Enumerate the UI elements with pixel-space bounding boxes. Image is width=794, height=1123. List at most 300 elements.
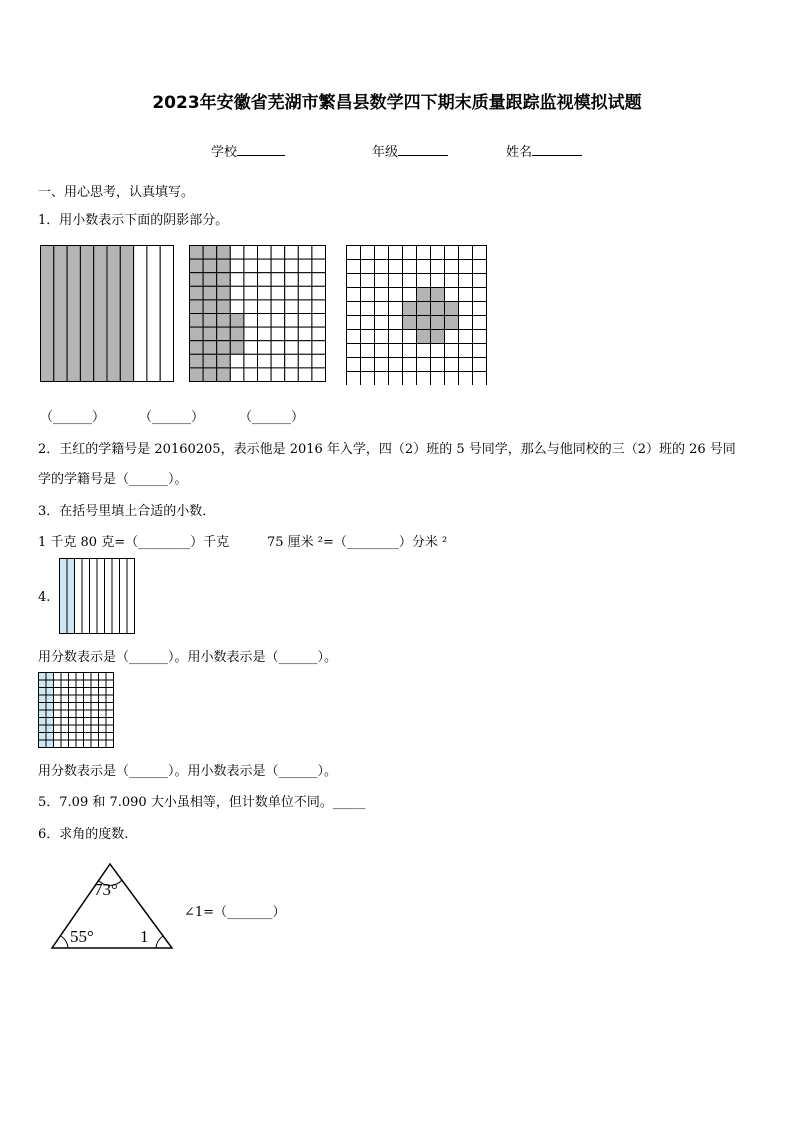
grid-cell	[347, 330, 361, 344]
grid-cell	[271, 354, 285, 368]
grid-cell	[312, 273, 326, 287]
grid-cell	[46, 695, 54, 703]
grid-cell	[54, 680, 62, 688]
grid-cell	[285, 246, 299, 260]
grid-cell	[244, 259, 258, 273]
strip	[94, 246, 107, 382]
grid-cell	[271, 341, 285, 355]
grid-cell	[106, 718, 114, 726]
page-title: 2023年安徽省芜湖市繁昌县数学四下期末质量跟踪监视模拟试题	[152, 93, 642, 113]
school-blank[interactable]	[237, 143, 285, 156]
grid-cell	[244, 286, 258, 300]
grid-cell	[375, 288, 389, 302]
grid-cell	[417, 358, 431, 372]
grid-cell	[91, 688, 99, 696]
school-label: 学校	[211, 145, 238, 160]
grid-cell	[347, 246, 361, 260]
grid-cell	[347, 288, 361, 302]
grid-cell	[298, 314, 312, 328]
angle-left-label: 55°	[70, 927, 94, 946]
grid-cell	[244, 314, 258, 328]
grid-cell	[445, 274, 459, 288]
grid-cell	[46, 740, 54, 748]
grid-cell	[99, 680, 107, 688]
grid-cell	[54, 725, 62, 733]
grid-cell	[54, 740, 62, 748]
grid-cell	[258, 300, 272, 314]
question-6: 6．求角的度数.	[38, 827, 129, 842]
grid-cell	[69, 710, 77, 718]
grid-cell	[69, 733, 77, 741]
grid-cell	[312, 246, 326, 260]
strip	[75, 559, 83, 634]
grid-cell	[417, 316, 431, 330]
grid-cell	[203, 314, 217, 328]
grid-cell	[445, 358, 459, 372]
grid-cell	[217, 259, 231, 273]
question-3-part1: 1 千克 80 克=（________）千克	[38, 535, 230, 550]
strip	[82, 559, 90, 634]
grid-cell	[361, 288, 375, 302]
grid-cell	[190, 341, 204, 355]
grid-cell	[258, 273, 272, 287]
strip	[97, 559, 105, 634]
grid-cell	[459, 344, 473, 358]
grid-cell	[271, 368, 285, 382]
grid-cell	[190, 368, 204, 382]
name-label: 姓名	[506, 145, 533, 160]
grid-cell	[76, 725, 84, 733]
grid-cell	[99, 725, 107, 733]
grid-cell	[271, 286, 285, 300]
grid-cell	[403, 316, 417, 330]
grid-cell	[230, 368, 244, 382]
grid-cell	[54, 703, 62, 711]
grid-cell	[217, 246, 231, 260]
grid-cell	[431, 316, 445, 330]
grid-cell	[190, 259, 204, 273]
grid-cell	[190, 273, 204, 287]
grid-cell	[271, 259, 285, 273]
grid-cell	[76, 733, 84, 741]
grid-cell	[46, 673, 54, 681]
grid-cell	[258, 354, 272, 368]
grid-cell	[84, 688, 92, 696]
grid-cell	[361, 316, 375, 330]
grid-cell	[347, 302, 361, 316]
grid-cell	[84, 725, 92, 733]
grid-cell	[347, 372, 361, 386]
grid-cell	[389, 344, 403, 358]
grid-cell	[91, 733, 99, 741]
grid-cell	[39, 725, 47, 733]
grid-cell	[244, 300, 258, 314]
grid-cell	[54, 718, 62, 726]
grid-cell	[76, 680, 84, 688]
grid-cell	[217, 368, 231, 382]
grid-cell	[106, 740, 114, 748]
grid-cell	[403, 344, 417, 358]
grid-cell	[445, 316, 459, 330]
grid-cell	[347, 344, 361, 358]
grid-cell	[258, 246, 272, 260]
grid-cell	[190, 246, 204, 260]
grid-cell	[403, 372, 417, 386]
grid-cell	[389, 260, 403, 274]
grid-cell	[298, 246, 312, 260]
grid-cell	[69, 673, 77, 681]
question-4-line2: 用分数表示是（______）。用小数表示是（______）。	[38, 764, 338, 779]
grid-cell	[99, 695, 107, 703]
grid-cell	[285, 300, 299, 314]
grid-cell	[106, 703, 114, 711]
grid-cell	[312, 300, 326, 314]
grid-cell	[99, 703, 107, 711]
grid-cell	[91, 710, 99, 718]
section-heading: 一、用心思考，认真填写。	[38, 185, 195, 200]
grid-cell	[375, 274, 389, 288]
grid-cell	[76, 703, 84, 711]
grid-cell	[39, 718, 47, 726]
grid-cell	[230, 259, 244, 273]
question-5: 5．7.09 和 7.090 大小虽相等，但计数单位不同。_____	[38, 795, 366, 810]
grid-cell	[76, 695, 84, 703]
grid-cell	[84, 733, 92, 741]
strip	[120, 246, 133, 382]
grid-cell	[361, 358, 375, 372]
grid-cell	[76, 718, 84, 726]
grid-cell	[347, 316, 361, 330]
grid-cell	[91, 740, 99, 748]
grid-cell	[106, 733, 114, 741]
grid-cell	[230, 354, 244, 368]
grid-cell	[190, 300, 204, 314]
grid-cell	[431, 358, 445, 372]
grid-cell	[389, 288, 403, 302]
grid-cell	[473, 358, 487, 372]
grid-cell	[39, 673, 47, 681]
grid-cell	[417, 260, 431, 274]
strip	[107, 246, 120, 382]
grid-cell	[69, 688, 77, 696]
grid-cell	[459, 302, 473, 316]
grid-cell	[389, 274, 403, 288]
grid-cell	[61, 703, 69, 711]
grid-cell	[91, 725, 99, 733]
strip	[54, 246, 67, 382]
grid-cell	[298, 286, 312, 300]
grid-cell	[106, 688, 114, 696]
grid-cell	[459, 316, 473, 330]
grid-cell	[258, 368, 272, 382]
grid-cell	[61, 688, 69, 696]
grid-cell	[271, 327, 285, 341]
grid-cell	[417, 288, 431, 302]
grid-cell	[312, 354, 326, 368]
left-angle-arc	[61, 936, 68, 948]
name-blank[interactable]	[532, 143, 582, 156]
grid-cell	[473, 302, 487, 316]
grid-cell	[473, 372, 487, 386]
question-3: 3．在括号里填上合适的小数．	[38, 504, 216, 519]
grid-cell	[361, 260, 375, 274]
grid-cell	[389, 246, 403, 260]
grid-cell	[403, 302, 417, 316]
grid-cell	[84, 695, 92, 703]
grid-cell	[84, 673, 92, 681]
grid-cell	[99, 718, 107, 726]
grid-cell	[84, 680, 92, 688]
grid-cell	[361, 246, 375, 260]
grid-cell	[217, 341, 231, 355]
grid-cell	[347, 260, 361, 274]
grid-cell	[473, 246, 487, 260]
grid-cell	[203, 368, 217, 382]
grid-cell	[76, 688, 84, 696]
grid-cell	[69, 703, 77, 711]
question-4-number: 4.	[38, 590, 51, 605]
grid-cell	[61, 725, 69, 733]
grid-cell	[445, 372, 459, 386]
grid-cell	[99, 710, 107, 718]
grid-cell	[403, 260, 417, 274]
grid-cell	[312, 341, 326, 355]
grid-cell	[244, 273, 258, 287]
grid-cell	[298, 354, 312, 368]
grid-cell	[61, 710, 69, 718]
grid-cell	[46, 680, 54, 688]
grid-cell	[230, 300, 244, 314]
grid-cell	[46, 703, 54, 711]
grid-cell	[69, 680, 77, 688]
grid-cell	[61, 733, 69, 741]
grid-cell	[39, 710, 47, 718]
grid-cell	[271, 273, 285, 287]
grid-cell	[230, 246, 244, 260]
answer-1a[interactable]: （______）	[40, 410, 106, 425]
grid-cell	[431, 302, 445, 316]
grid-cell	[459, 246, 473, 260]
question-2-line2: 学的学籍号是（______）。	[38, 472, 188, 487]
grade-blank[interactable]	[398, 143, 448, 156]
grid-cell	[445, 288, 459, 302]
grid-cell	[473, 330, 487, 344]
strip	[80, 246, 93, 382]
grid-cell	[431, 344, 445, 358]
grid-cell	[473, 260, 487, 274]
strip	[105, 559, 113, 634]
grid-cell	[190, 286, 204, 300]
grid-cell	[403, 330, 417, 344]
grid-cell	[84, 718, 92, 726]
grid-cell	[417, 274, 431, 288]
grid-cell	[361, 330, 375, 344]
grid-cell	[84, 740, 92, 748]
grid-cell	[285, 286, 299, 300]
grid-cell	[271, 300, 285, 314]
grid-cell	[473, 344, 487, 358]
strip	[112, 559, 120, 634]
grid-cell	[389, 372, 403, 386]
grid-cell	[217, 354, 231, 368]
grid-cell	[445, 260, 459, 274]
grid-cell	[91, 703, 99, 711]
grid-cell	[361, 302, 375, 316]
grid-cell	[375, 344, 389, 358]
strip	[60, 559, 68, 634]
grid-cell	[389, 316, 403, 330]
question-6-answer[interactable]: ∠1=（_______）	[184, 905, 286, 920]
strip	[90, 559, 98, 634]
grid-cell	[106, 680, 114, 688]
grid-cell	[258, 259, 272, 273]
grid-cell	[445, 344, 459, 358]
triangle-figure	[42, 858, 182, 958]
grid-cell	[244, 354, 258, 368]
grid-cell	[244, 327, 258, 341]
grid-cell	[46, 725, 54, 733]
grid-cell	[473, 274, 487, 288]
name-field	[506, 141, 582, 160]
answer-1b[interactable]: （______）	[139, 410, 205, 425]
grid-cell	[39, 740, 47, 748]
grid-cell	[203, 300, 217, 314]
grid-cell	[417, 372, 431, 386]
grid-cell	[258, 341, 272, 355]
grid-cell	[91, 680, 99, 688]
grid-cell	[230, 341, 244, 355]
grid-cell	[76, 673, 84, 681]
grid-cell	[431, 260, 445, 274]
grid-cell	[190, 314, 204, 328]
grid-cell	[190, 354, 204, 368]
grid-cell	[106, 695, 114, 703]
grid-cell	[298, 341, 312, 355]
grid-cell	[298, 368, 312, 382]
grid-cell	[54, 733, 62, 741]
grid-cell	[375, 372, 389, 386]
grid-cell	[217, 286, 231, 300]
grid-cell	[473, 288, 487, 302]
grid-cell	[459, 274, 473, 288]
grid-cell	[258, 314, 272, 328]
strip	[127, 559, 135, 634]
grid-cell	[285, 354, 299, 368]
grid-cell	[91, 718, 99, 726]
grid-cell	[375, 330, 389, 344]
grid-cell	[285, 314, 299, 328]
grid-cell	[459, 260, 473, 274]
grid-cell	[203, 354, 217, 368]
grid-cell	[312, 368, 326, 382]
grid-cell	[312, 327, 326, 341]
grid-cell	[54, 710, 62, 718]
grid-cell	[217, 273, 231, 287]
strip	[120, 559, 128, 634]
grid-cell	[46, 688, 54, 696]
grid-cell	[389, 330, 403, 344]
grid-cell	[285, 368, 299, 382]
grid-cell	[375, 358, 389, 372]
grid-figure-3	[346, 245, 487, 385]
grid-cell	[347, 358, 361, 372]
grid-cell	[361, 372, 375, 386]
grid-cell	[217, 314, 231, 328]
school-field	[211, 141, 285, 160]
right-angle-arc	[156, 936, 163, 948]
strip	[134, 246, 147, 382]
grid-figure-2	[189, 245, 326, 382]
grid-cell	[445, 246, 459, 260]
grid-cell	[230, 327, 244, 341]
grid-cell	[375, 246, 389, 260]
grid-cell	[375, 260, 389, 274]
grid-cell	[258, 286, 272, 300]
grid-cell	[99, 673, 107, 681]
angle-top-label: 73°	[94, 880, 118, 899]
grid-cell	[298, 300, 312, 314]
grid-cell	[46, 718, 54, 726]
grid-cell	[61, 740, 69, 748]
grid-cell	[61, 718, 69, 726]
grid-cell	[375, 316, 389, 330]
grid-cell	[271, 246, 285, 260]
grid-cell	[459, 330, 473, 344]
grid-cell	[431, 246, 445, 260]
grid-cell	[69, 718, 77, 726]
grid-cell	[417, 330, 431, 344]
grid-cell	[244, 246, 258, 260]
grid-cell	[106, 710, 114, 718]
grid-cell	[431, 288, 445, 302]
grid-cell	[312, 286, 326, 300]
grid-cell	[473, 316, 487, 330]
grid-cell	[403, 274, 417, 288]
grid-cell	[76, 710, 84, 718]
grid-cell	[61, 673, 69, 681]
grid-cell	[99, 733, 107, 741]
grid-cell	[203, 246, 217, 260]
grid-cell	[69, 695, 77, 703]
grade-field	[372, 141, 448, 160]
grid-cell	[39, 733, 47, 741]
grid-cell	[69, 725, 77, 733]
answer-1c[interactable]: （______）	[239, 410, 305, 425]
grid-cell	[84, 710, 92, 718]
grid-cell	[312, 314, 326, 328]
grid-cell	[285, 273, 299, 287]
grid-cell	[417, 302, 431, 316]
grid-cell	[39, 680, 47, 688]
grid-cell	[403, 288, 417, 302]
grid-cell	[217, 327, 231, 341]
grid-cell	[431, 274, 445, 288]
grid-cell	[46, 710, 54, 718]
grid-cell	[203, 341, 217, 355]
grid-cell	[230, 273, 244, 287]
grid-cell	[347, 274, 361, 288]
grid-cell	[285, 327, 299, 341]
grade-label: 年级	[372, 145, 399, 160]
grid-cell	[46, 733, 54, 741]
grid-cell	[99, 688, 107, 696]
grid-cell	[244, 368, 258, 382]
question-1: 1．用小数表示下面的阴影部分。	[38, 213, 229, 228]
grid-cell	[230, 286, 244, 300]
grid-cell	[431, 330, 445, 344]
grid-cell	[61, 680, 69, 688]
grid-figure-q4	[38, 672, 114, 748]
